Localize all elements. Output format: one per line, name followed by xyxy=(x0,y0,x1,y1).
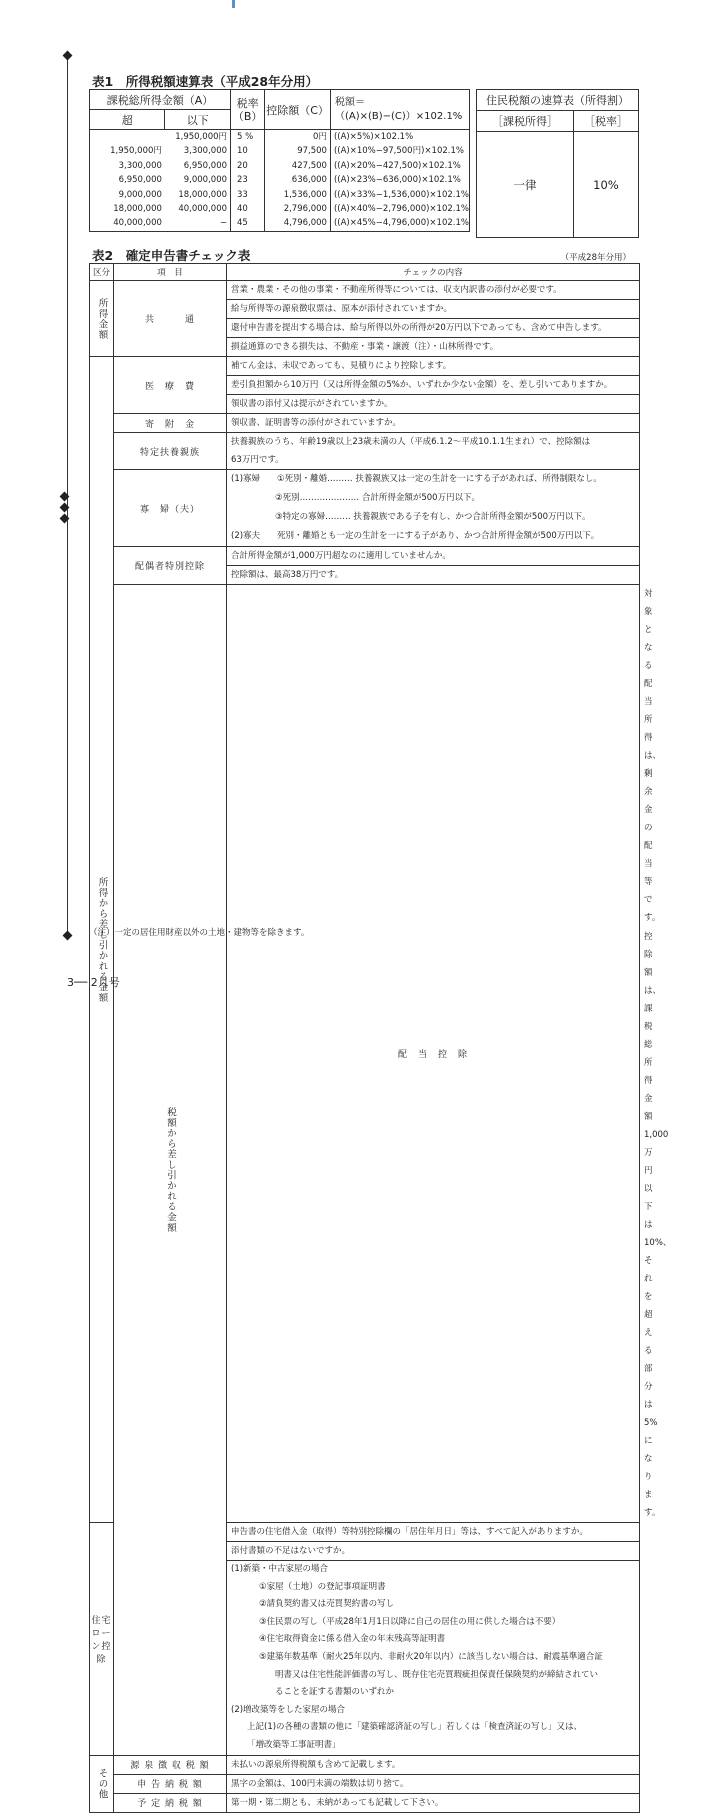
page-number: 3── 2月号 xyxy=(67,976,120,989)
check-line: ③住民票の写し（平成28年1月1日以降に自己の居住の用に供した場合は不要） xyxy=(259,1616,561,1627)
resident-value2: 10% xyxy=(573,132,638,238)
category-income: 所得金額 xyxy=(90,281,114,357)
cell-over: 1,950,000円 xyxy=(90,144,165,158)
top-accent-bar xyxy=(232,0,235,8)
check-line: 補てん金は、未収であっても、見積りにより控除します。 xyxy=(227,357,640,376)
item-declared: 申 告 納 税 額 xyxy=(114,1774,227,1793)
cell-formula: ((A)×5%)×102.1% xyxy=(330,130,469,145)
header-category: 区分 xyxy=(90,264,114,281)
check-line: 明書又は住宅性能評価書の写し、既存住宅売買瑕疵担保責任保険契約が締結されてい xyxy=(275,1669,599,1680)
check-line: 営業・農業・その他の事業・不動産所得等については、収支内訳書の添付が必要です。 xyxy=(227,281,640,300)
check-line: 領収書、証明書等の添付がされていますか。 xyxy=(227,414,640,433)
cell-rate: 45 xyxy=(231,216,265,231)
cell-deduction: 1,536,000 xyxy=(265,188,331,202)
tax-row xyxy=(90,202,470,216)
diamond-icon xyxy=(63,931,73,941)
check-line: ④住宅取得資金に係る借入金の年末残高等証明書 xyxy=(259,1634,446,1645)
header-content: チェックの内容 xyxy=(227,264,640,281)
header-deduction: 控除額（C） xyxy=(265,90,331,130)
check-line: 合計所得金額が1,000万円超なのに適用していませんか。 xyxy=(227,547,640,566)
check-line: 未払いの源泉所得税額も含めて記載します。 xyxy=(227,1755,640,1774)
item-housing: 住宅ローン控除 xyxy=(90,1523,114,1756)
check-line: ⑤建築年数基準（耐火25年以内、非耐火20年以内）に該当しない場合は、耐震基準適合証 xyxy=(259,1651,603,1662)
diamond-icon xyxy=(63,51,73,61)
cell-deduction: 2,796,000 xyxy=(265,202,331,216)
check-line: 申告書の住宅借入金（取得）等特別控除欄の「居住年月日」等は、すべて記入がありますか。 xyxy=(227,1523,640,1542)
check-line: (1)新築・中古家屋の場合 xyxy=(231,1564,329,1574)
check-line: 控除額は、最高38万円です。 xyxy=(227,566,640,585)
cell-over: 9,000,000 xyxy=(90,188,165,202)
resident-col1: ［課税所得］ xyxy=(477,111,574,132)
tax-row xyxy=(90,130,470,145)
check-line: 上記(1)の各種の書類の他に「建築確認済証の写し」若しくは「検査済証の写し」又は、 xyxy=(247,1722,583,1733)
income-tax-table xyxy=(89,89,470,232)
check-line: (1)寡婦 ①死別・離婚……… 扶養親族又は一定の生計を一にする子があれば、所得制限なし。 xyxy=(231,474,602,484)
table2-title: 表2 確定申告書チェック表 xyxy=(92,248,251,263)
cell-under: − xyxy=(165,216,231,231)
check-line: ②請負契約書又は売買契約書の写し xyxy=(259,1599,395,1610)
header-under: 以下 xyxy=(165,110,231,130)
category-other: その他 xyxy=(90,1755,114,1812)
check-table: 区分 項 目 チェックの内容 所得金額 共 通 営業・農業・その他の事業・不動産所得等については、収支内訳書の添付が必要です。 給与所得等の源泉徴収票は、原本が添付されていますか。 還付申告書を提出する場合は、給与所得以外の所得が20万円以下であっても、含めて申告します。 損益通算のできる損失は、不動産・事業・譲渡（注）・山林所得です。 所得から差し引かれる金額 医 療 費 補てん金は、未収であっても、見積りにより控除します。 差引負担額から10万円（又は所得金額の5%か、いずれか少ない金額）を、差し引いてありますか。 領収書の添付又は提示がされていますか。 寄 附 金 領収書、証明書等の添付がされていますか。 特定扶養親族 扶養親族のうち、年齢19歳以上23歳未満の人（平成6.1.2〜平成10.1.1生まれ）で、控除額は 63万円です。 寡 婦（夫） (1)寡婦 ①死別・離婚……… 扶養親族又は一定の生計を一にする子があれば、所得制限なし。 ②死別………………… 合計所得金額が500万円以下。 ③特定の寡婦……… 扶養親族である子を有し、かつ合計所得金額が500万円以下。 (2)寡夫 死別・離婚とも一定の生計を一にする子があり、かつ合計所得金額が500万円以下。 配偶者特別控除 合計所得金額が1,000万円超なのに適用していませんか。 控除額は、最高38万円です。 税額から差し引かれる金額 配 当 控 除 対象となる配当所得は、剰余金の配当等です。 控除額は、課税総所得金額1,000万円以下は10%、それを超える部分は5%になります。 住宅ローン控除 申告書の住宅借入金（取得）等特別控除欄の「居住年月日」等は、すべて記入がありますか。 添付書類の不足はないですか。 (1)新築・中古家屋の場合 ①家屋（土地）の登記事項証明書 ②請負契約書又は売買契約書の写し ③住民票の写し（平成28年1月1日以降に自己の居住の用に供した場合は不要） ④住宅取得資金に係る借入金の年末残高等証明書 ⑤建築年数基準（耐火25年以内、非耐火20年以内）に該当しない場合は、耐震基準適合証 明書又は住宅性能評価書の写し、既存住宅売買瑕疵担保責任保険契約が締結されてい ることを証する書類のいずれか (2)増改築等をした家屋の場合 上記(1)の各種の書類の他に「建築確認済証の写し」若しくは「検査済証の写し」又は、 「増改築等工事証明書」 その他 源 泉 徴 収 税 額 未払いの源泉所得税額も含めて記載します。 申 告 納 税 額 黒字の金額は、100円未満の端数は切り捨て。 予 定 納 税 額 第一期・第二期とも、未納があっても記載して下さい。 xyxy=(89,263,640,1813)
cell-deduction: 427,500 xyxy=(265,159,331,173)
tax-row xyxy=(90,216,470,231)
item-spouse: 配偶者特別控除 xyxy=(114,547,227,585)
cell-deduction: 636,000 xyxy=(265,173,331,187)
cell-rate: 10 xyxy=(231,144,265,158)
cell-over: 40,000,000 xyxy=(90,216,165,231)
item-medical: 医 療 費 xyxy=(114,357,227,414)
resident-title: 住民税額の速算表（所得割） xyxy=(477,90,639,111)
check-line: 「増改築等工事証明書」 xyxy=(247,1739,341,1750)
tax-row xyxy=(90,173,470,187)
cell-deduction: 0円 xyxy=(265,130,331,145)
check-line: 第一期・第二期とも、未納があっても記載して下さい。 xyxy=(227,1793,640,1812)
check-line: 添付書類の不足はないですか。 xyxy=(227,1542,640,1561)
check-cell xyxy=(227,470,640,547)
cell-under: 1,950,000円 xyxy=(175,132,228,142)
cell-rate: 40 xyxy=(231,202,265,216)
check-line: 扶養親族のうち、年齢19歳以上23歳未満の人（平成6.1.2〜平成10.1.1生まれ）で、控除額は xyxy=(231,437,591,447)
cell-under: 3,300,000 xyxy=(183,146,228,157)
header-tax: 税額＝ （(A)×(B)−(C)）×102.1% xyxy=(330,90,469,130)
tax-row xyxy=(90,159,470,173)
cell-rate: 5 % xyxy=(231,130,265,145)
header-over: 超 xyxy=(90,110,165,130)
item-dependent: 特定扶養親族 xyxy=(114,433,227,470)
footnote: （注）一定の居住用財産以外の土地・建物等を除きます。 xyxy=(89,928,310,938)
cell-under: 18,000,000 xyxy=(178,189,228,200)
category-tax-credits: 税額から差し引かれる金額 xyxy=(114,585,227,1756)
cell-rate: 23 xyxy=(231,173,265,187)
cell-over: 3,300,000 xyxy=(90,159,165,173)
cell-deduction: 97,500 xyxy=(265,144,331,158)
cell-formula: ((A)×23%−636,000)×102.1% xyxy=(330,173,469,187)
check-line: 損益通算のできる損失は、不動産・事業・譲渡（注）・山林所得です。 xyxy=(227,338,640,357)
header-item: 項 目 xyxy=(114,264,227,281)
cell-under: 40,000,000 xyxy=(178,204,228,215)
cell-rate: 33 xyxy=(231,188,265,202)
table1-title: 表1 所得税額速算表（平成28年分用） xyxy=(92,74,319,89)
check-line: (2)寡夫 死別・離婚とも一定の生計を一にする子があり、かつ合計所得金額が500万円以下。 xyxy=(231,531,600,541)
resident-tax-table xyxy=(476,89,639,238)
check-line: 差引負担額から10万円（又は所得金額の5%か、いずれか少ない金額）を、差し引いてありますか。 xyxy=(227,376,640,395)
item-dividend: 配 当 控 除 xyxy=(227,585,640,1523)
cell-formula: ((A)×33%−1,536,000)×102.1% xyxy=(330,188,469,202)
item-scheduled: 予 定 納 税 額 xyxy=(114,1793,227,1812)
cell-formula: ((A)×10%−97,500円)×102.1% xyxy=(330,144,469,158)
cell-deduction: 4,796,000 xyxy=(265,216,331,231)
cell-over xyxy=(90,130,165,145)
resident-value1: 一律 xyxy=(477,132,574,238)
cell-formula: ((A)×20%−427,500)×102.1% xyxy=(330,159,469,173)
item-withholding: 源 泉 徴 収 税 額 xyxy=(114,1755,227,1774)
check-cell xyxy=(227,1561,640,1756)
tax-row xyxy=(90,188,470,202)
check-line: 黒字の金額は、100円未満の端数は切り捨て。 xyxy=(227,1774,640,1793)
check-line: 63万円です。 xyxy=(231,455,284,465)
cell-formula: ((A)×40%−2,796,000)×102.1% xyxy=(330,202,469,216)
item-common: 共 通 xyxy=(114,281,227,357)
table2-note: （平成28年分用） xyxy=(560,253,631,263)
category-income-deductions: 所得から差し引かれる金額 xyxy=(90,357,114,1523)
header-income: 課税総所得金額（A） xyxy=(90,90,231,110)
cell-under: 9,000,000 xyxy=(183,175,228,186)
check-line: ②死別………………… 合計所得金額が500万円以下。 xyxy=(275,493,481,503)
check-line: 還付申告書を提出する場合は、給与所得以外の所得が20万円以下であっても、含めて申告します。 xyxy=(227,319,640,338)
item-donation: 寄 附 金 xyxy=(114,414,227,433)
check-cell xyxy=(227,433,640,470)
check-line: 領収書の添付又は提示がされていますか。 xyxy=(227,395,640,414)
cell-under: 6,950,000 xyxy=(183,160,228,171)
header-rate: 税率 （B） xyxy=(231,90,265,130)
cell-over: 6,950,000 xyxy=(90,173,165,187)
item-widow: 寡 婦（夫） xyxy=(114,470,227,547)
tax-row xyxy=(90,144,470,158)
cell-rate: 20 xyxy=(231,159,265,173)
cell-over: 18,000,000 xyxy=(90,202,165,216)
resident-col2: ［税率］ xyxy=(573,111,638,132)
check-line: ③特定の寡婦……… 扶養親族である子を有し、かつ合計所得金額が500万円以下。 xyxy=(275,512,591,522)
check-line: ることを証する書類のいずれか xyxy=(275,1687,395,1698)
cell-formula: ((A)×45%−4,796,000)×102.1% xyxy=(330,216,469,231)
check-line: 給与所得等の源泉徴収票は、原本が添付されていますか。 xyxy=(227,300,640,319)
check-line: ①家屋（土地）の登記事項証明書 xyxy=(259,1581,386,1592)
check-line: (2)増改築等をした家屋の場合 xyxy=(231,1704,346,1715)
